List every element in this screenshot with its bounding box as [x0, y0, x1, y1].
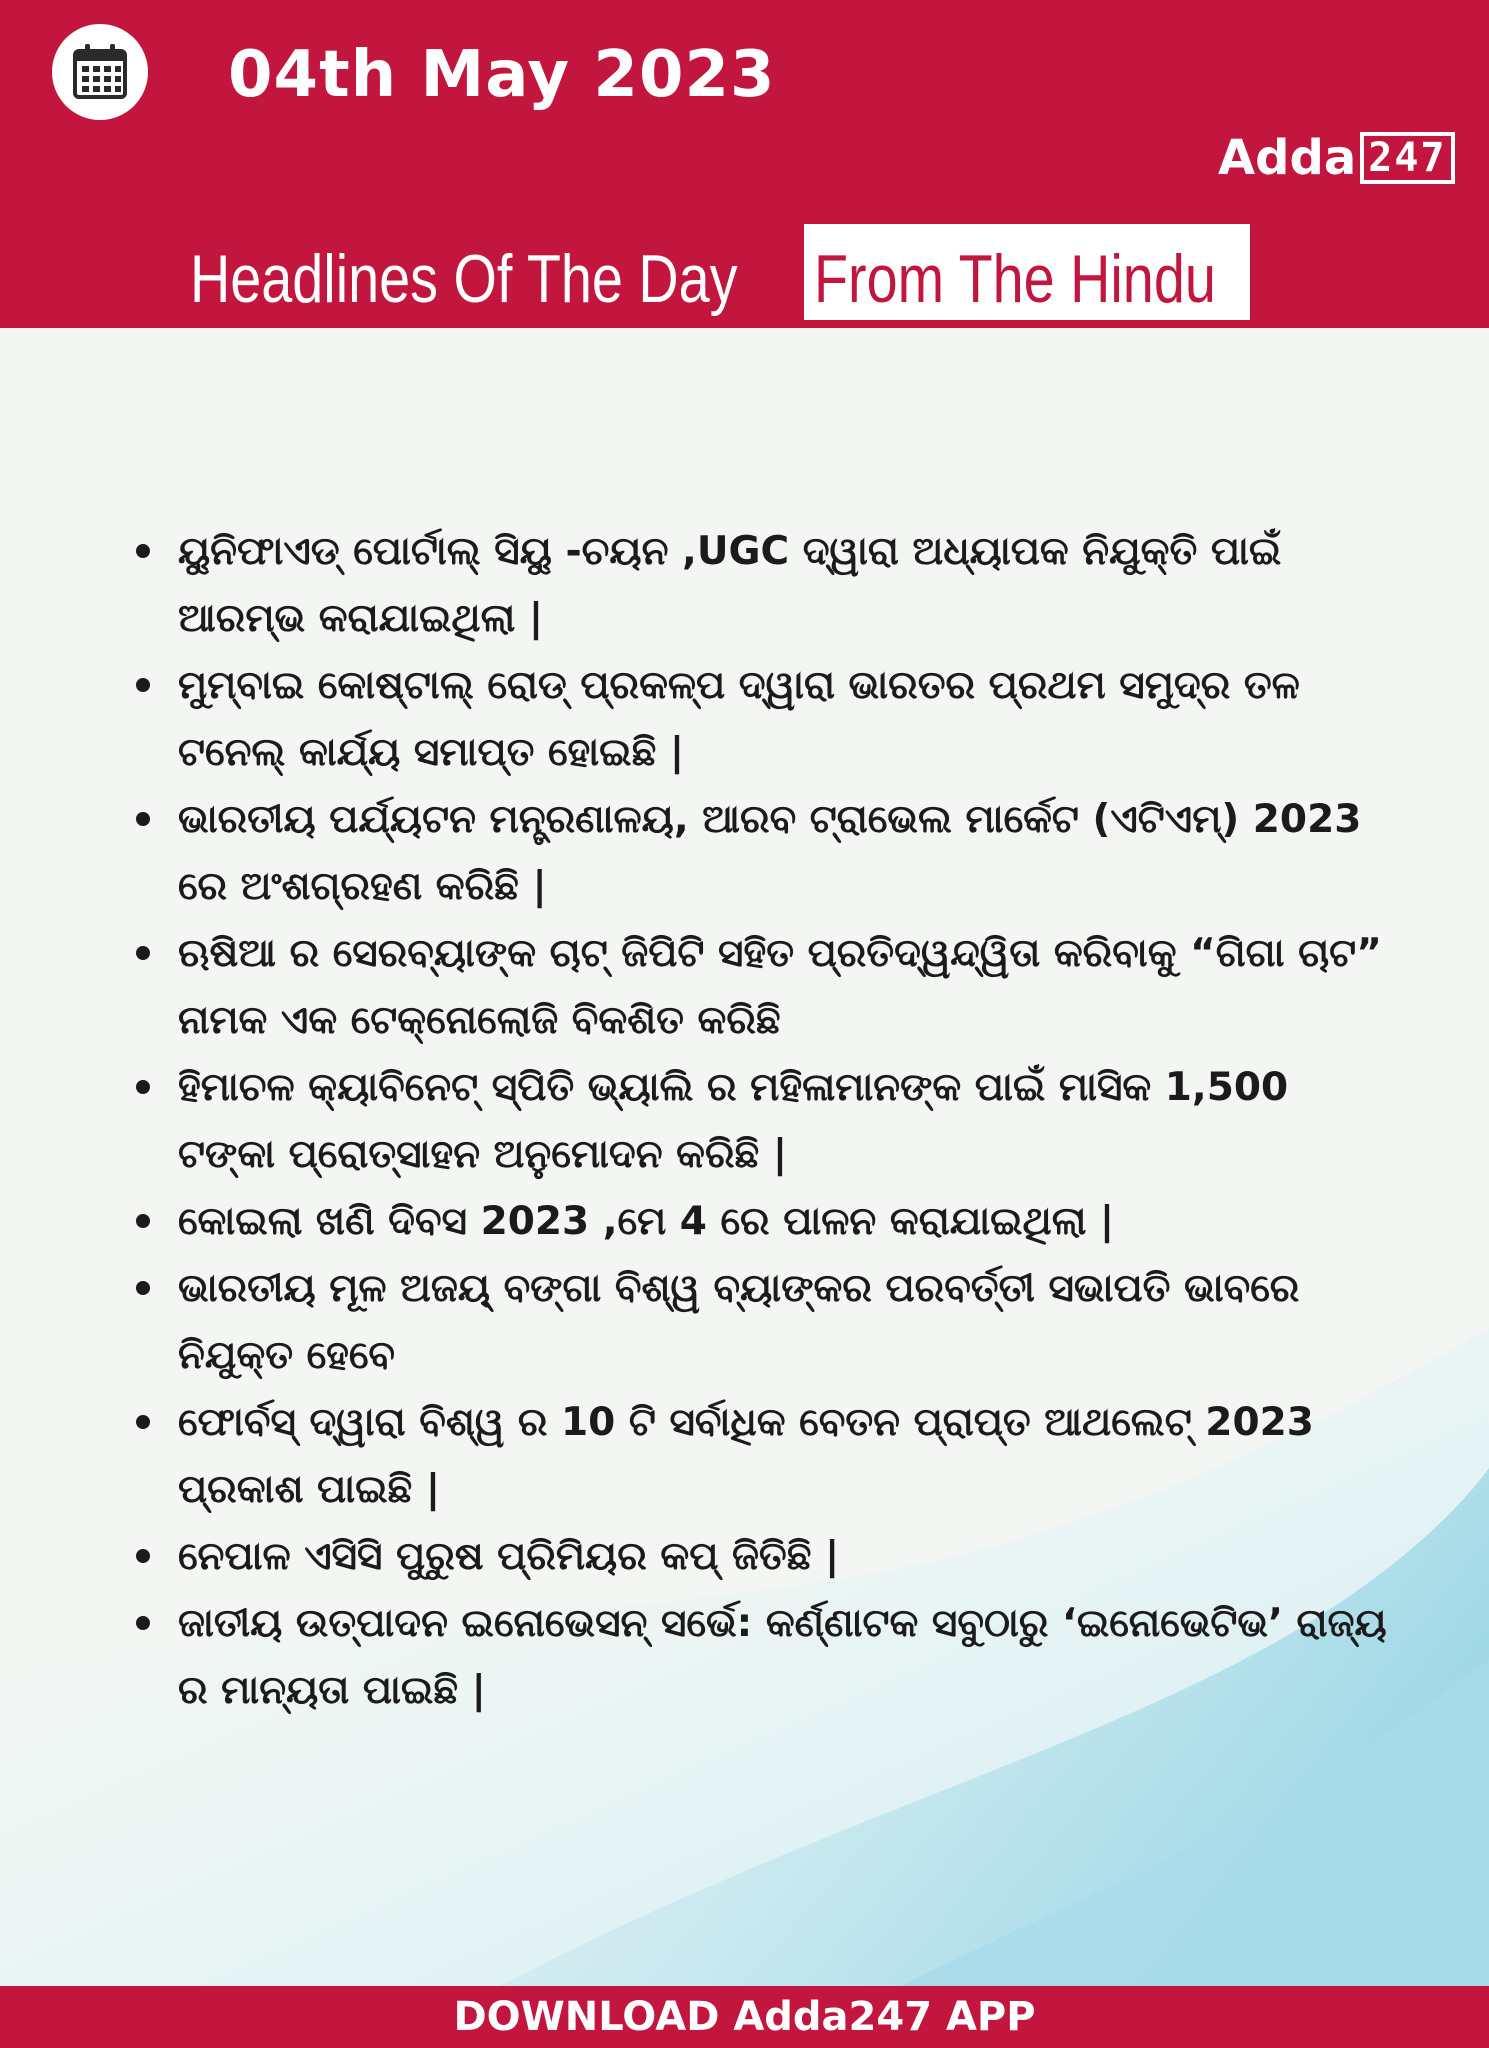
source-label: From The Hindu: [814, 241, 1216, 317]
calendar-badge: [52, 24, 148, 120]
headline-text: ଋଷିଆ ର ସେରବ୍ୟାଙ୍କ ଚାଟ୍ ଜିପିଟି ସହିତ ପ୍ରତିଦ୍ୱନ୍ଦ୍ୱିତା କରିବାକୁ “ଗିଗା ଚାଟ” ନାମକ ଏକ ଟେକ୍ନୋଲୋଜି ବିକଶିତ କରିଛି: [178, 931, 1382, 1043]
headline-text: ମୁମ୍ବାଇ କୋଷ୍ଟାଲ୍ ରୋଡ୍ ପ୍ରକଳ୍ପ ଦ୍ୱାରା ଭାରତର ପ୍ରଥମ ସମୁଦ୍ର ତଳ ଟନେଲ୍ କାର୍ଯ୍ୟ ସମାପ୍ତ ହୋଇଛି |: [178, 663, 1300, 775]
list-item: [130, 786, 1390, 920]
bullet-icon: [136, 946, 150, 960]
adda247-logo[interactable]: [1218, 128, 1455, 188]
list-item: [130, 1054, 1390, 1188]
headline-text: ହିମାଚଳ କ୍ୟାବିନେଟ୍ ସ୍ପିତି ଭ୍ୟାଲି ର ମହିଳାମାନଙ୍କ ପାଇଁ ମାସିକ 1,500 ଟଙ୍କା ପ୍ରୋତ୍ସାହନ ଅନୁମୋଦନ କରିଛି |: [178, 1065, 1289, 1177]
bullet-icon: [136, 1415, 150, 1429]
date-title: 04th May 2023: [228, 38, 776, 112]
list-item: [130, 1523, 1390, 1590]
logo-word: Adda: [1218, 130, 1357, 186]
headline-text: ଜାତୀୟ ଉତ୍ପାଦନ ଇନୋଭେସନ୍ ସର୍ଭେ: କର୍ଣ୍ଣାଟକ ସବୁଠାରୁ ‘ଇନୋଭେଟିଭ’ ରାଜ୍ୟ ର ମାନ୍ୟତା ପାଇଛି |: [178, 1601, 1387, 1713]
list-item: [130, 518, 1390, 652]
headline-text: କୋଇଲା ଖଣି ଦିବସ 2023 ,ମେ 4 ରେ ପାଳନ କରାଯାଇଥିଲା |: [178, 1199, 1115, 1244]
bullet-icon: [136, 1549, 150, 1563]
download-banner[interactable]: [0, 1986, 1489, 2048]
calendar-icon: [72, 42, 128, 100]
bullet-icon: [136, 678, 150, 692]
list-item: [130, 652, 1390, 786]
headline-text: ୟୁନିଫାଏଡ୍ ପୋର୍ଟାଲ୍ ସିୟୁ -ଚୟନ ,UGC ଦ୍ୱାରା ଅଧ୍ୟାପକ ନିଯୁକ୍ତି ପାଇଁ ଆରମ୍ଭ କରାଯାଇଥିଲା |: [178, 529, 1282, 641]
list-item: [130, 1389, 1390, 1523]
bullet-icon: [136, 812, 150, 826]
list-item: [130, 1590, 1390, 1724]
headline-list: [130, 518, 1390, 1724]
list-item: [130, 920, 1390, 1054]
headline-text: ନେପାଳ ଏସିସି ପୁରୁଷ ପ୍ରିମିୟର କପ୍ ଜିତିଛି |: [178, 1534, 840, 1579]
download-app-link[interactable]: DOWNLOAD Adda247 APP: [453, 1994, 1036, 2040]
headlines-label: Headlines Of The Day: [190, 241, 738, 317]
logo-number: 247: [1360, 132, 1454, 184]
headline-text: ଭାରତୀୟ ମୂଳ ଅଜୟ୍ ବଙ୍ଗା ବିଶ୍ୱ ବ୍ୟାଙ୍କର ପରବର୍ତ୍ତୀ ସଭାପତି ଭାବରେ ନିଯୁକ୍ତ ହେବେ: [178, 1266, 1300, 1378]
bullet-icon: [136, 1616, 150, 1630]
list-item: [130, 1188, 1390, 1255]
header-banner: [0, 0, 1489, 328]
headline-text: ଭାରତୀୟ ପର୍ଯ୍ୟଟନ ମନ୍ତ୍ରଣାଳୟ, ଆରବ ଟ୍ରାଭେଲ ମାର୍କେଟ (ଏଟିଏମ୍) 2023 ରେ ଅଂଶଗ୍ରହଣ କରିଛି |: [178, 797, 1362, 909]
bullet-icon: [136, 1214, 150, 1228]
bullet-icon: [136, 544, 150, 558]
bullet-icon: [136, 1080, 150, 1094]
bullet-icon: [136, 1281, 150, 1295]
headline-text: ଫୋର୍ବସ୍ ଦ୍ୱାରା ବିଶ୍ୱ ର 10 ଟି ସର୍ବାଧିକ ବେତନ ପ୍ରାପ୍ତ ଆଥଲେଟ୍ 2023 ପ୍ରକାଶ ପାଇଛି |: [178, 1400, 1314, 1512]
list-item: [130, 1255, 1390, 1389]
